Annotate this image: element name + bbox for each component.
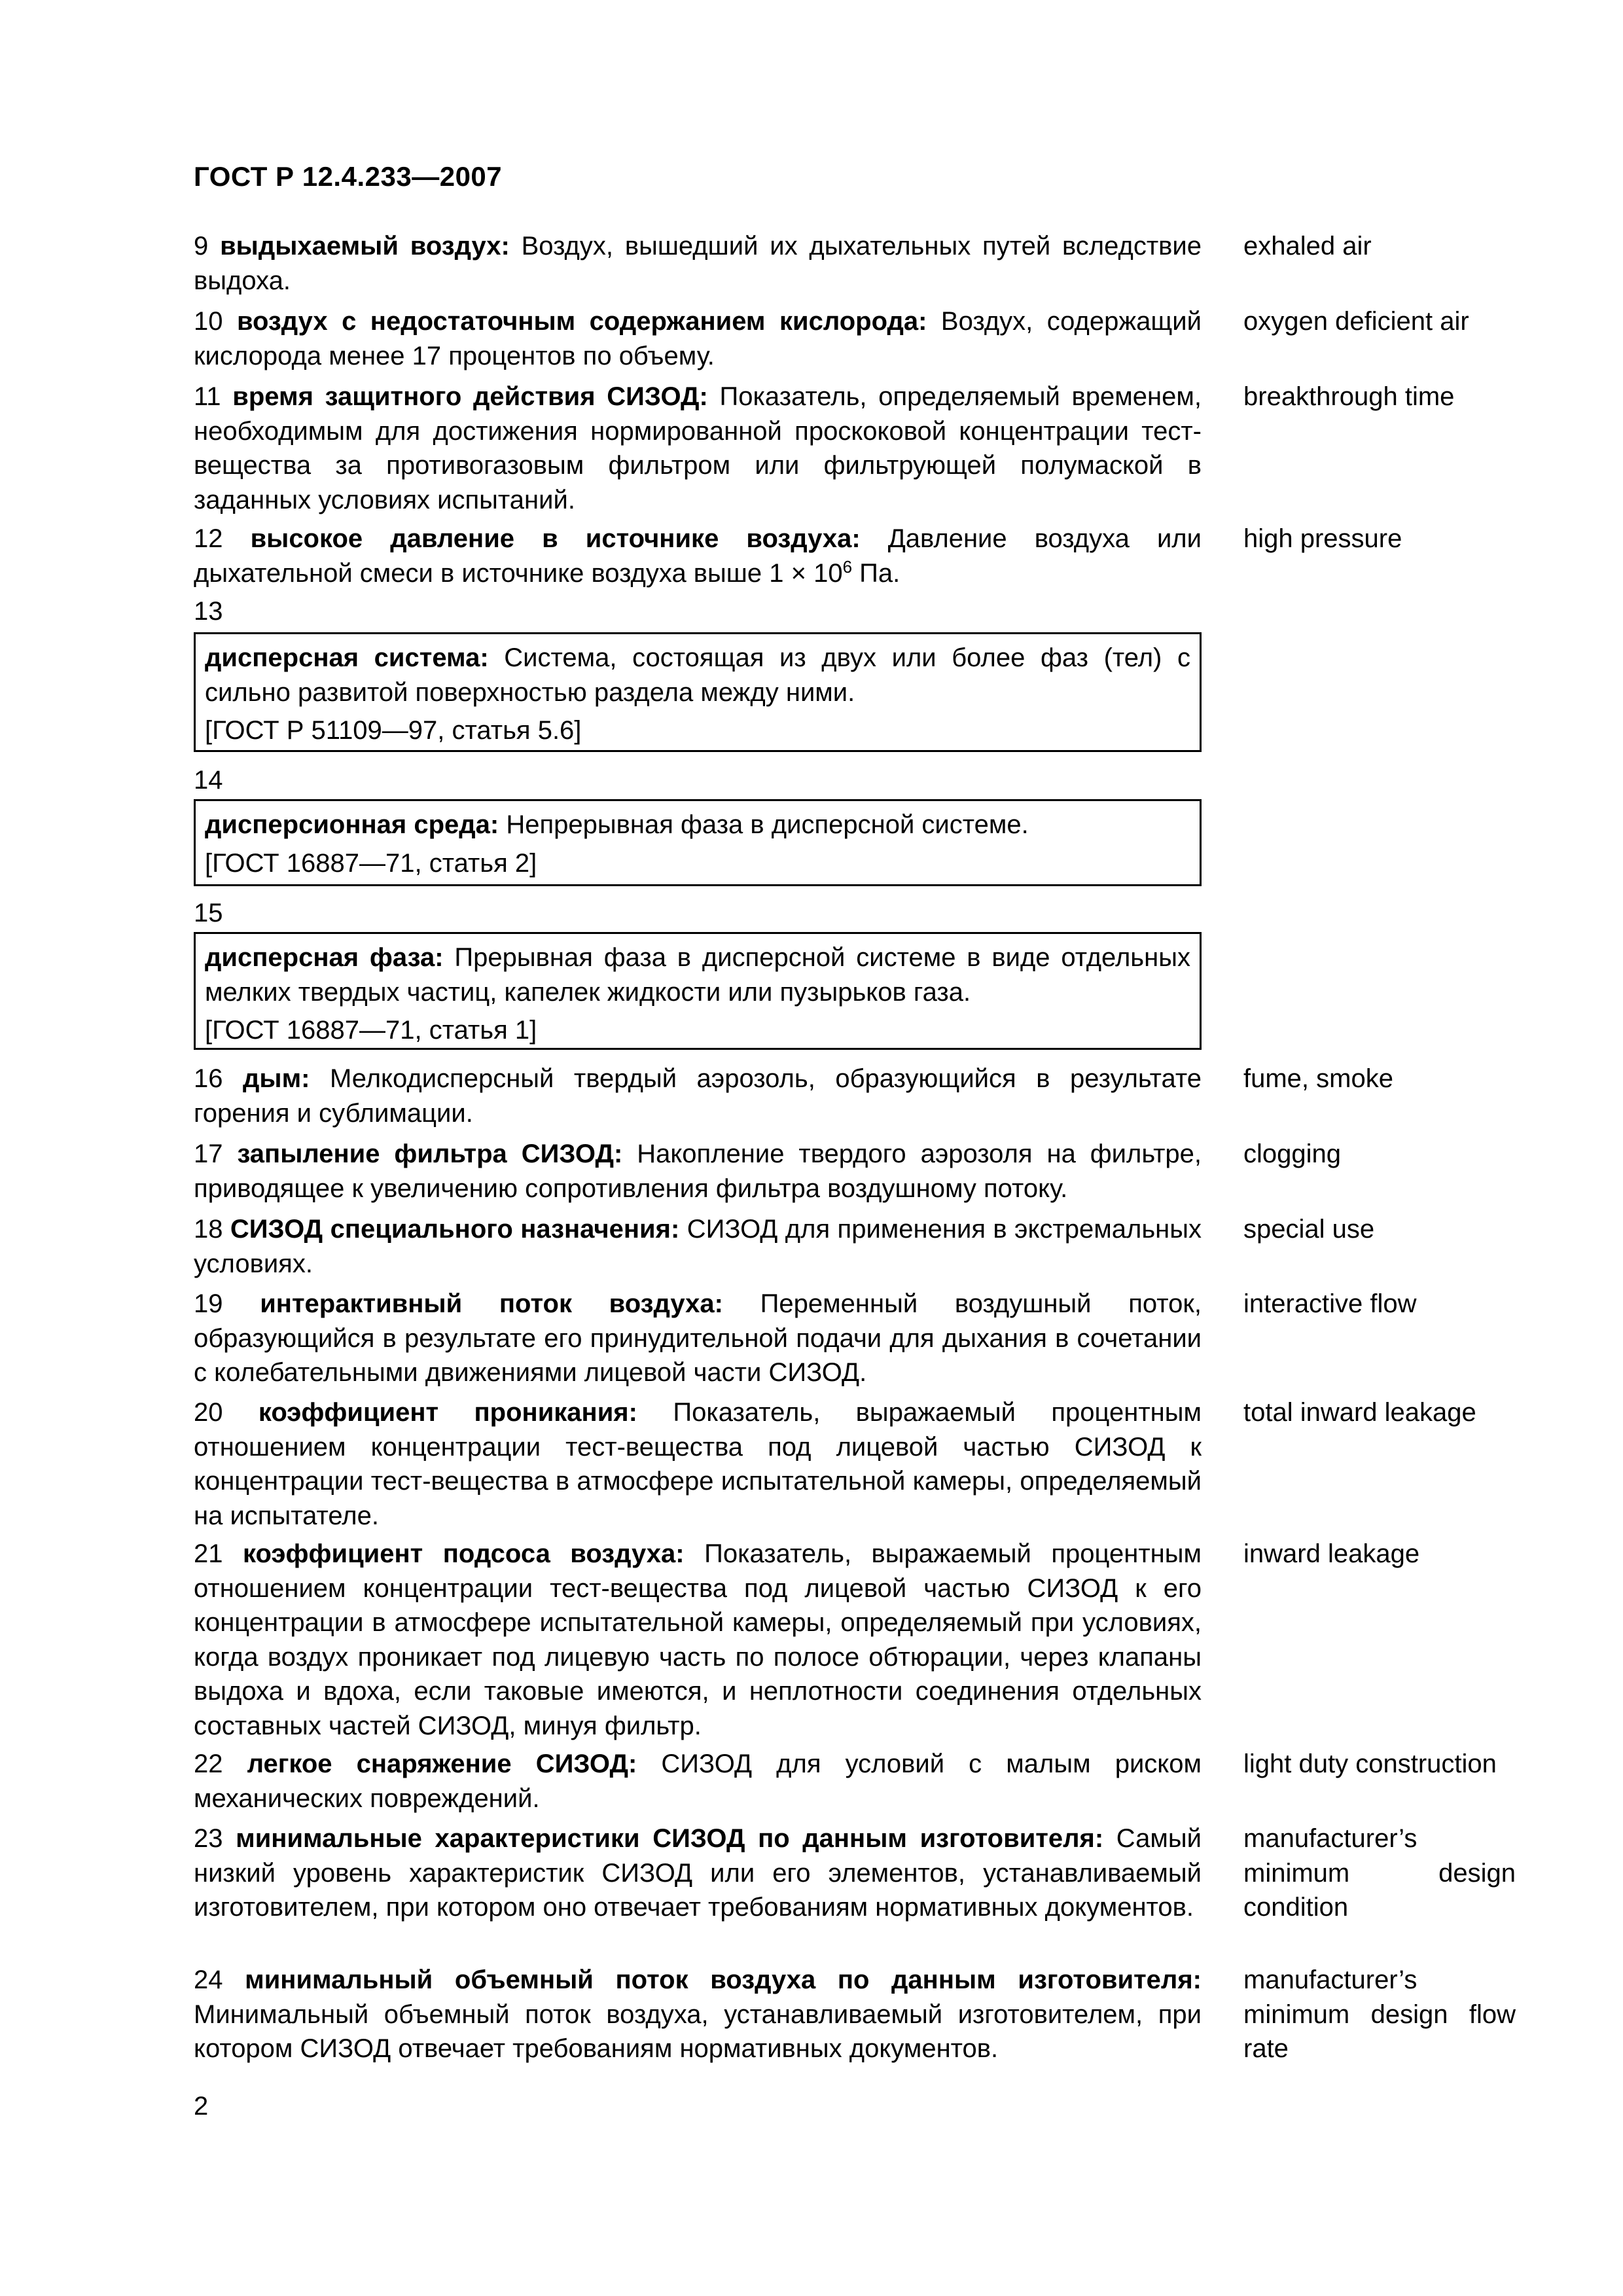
term-name: дисперсная система: (205, 643, 489, 672)
source-reference: [ГОСТ Р 51109—97, статья 5.6] (205, 716, 582, 745)
term-number-15: 15 (194, 899, 223, 927)
page-number: 2 (194, 2092, 209, 2121)
term-definition: 16 дым: Мелкодисперсный твердый аэрозоль, образующийся в результате горения и сублимации. (194, 1064, 1202, 1128)
term-definition: 9 выдыхаемый воздух: Воздух, вышедший их дыхательных путей вследствие выдоха. (194, 232, 1202, 295)
term-name: коэффициент проникания: (258, 1398, 637, 1427)
term-name: интерактивный поток воздуха: (260, 1289, 723, 1318)
term-name: легкое снаряжение СИЗОД: (247, 1749, 637, 1778)
term-english: clogging (1243, 1139, 1342, 1168)
term-name: коэффициент подсоса воздуха: (243, 1539, 685, 1568)
term-definition: дисперсная фаза: Прерывная фаза в дисперсной системе в виде отдельных мелких твердых частиц, капелек жидкости или пузырьков газа. (205, 943, 1190, 1007)
term-number-14: 14 (194, 766, 223, 795)
term-name: дисперсионная среда: (205, 810, 499, 839)
boxed-term-14 (194, 799, 1202, 886)
term-definition: 17 запыление фильтра СИЗОД: Накопление твердого аэрозоля на фильтре, приводящее к увеличению сопротивления фильтра воздушному потоку. (194, 1139, 1202, 1203)
term-name: время защитного действия СИЗОД: (232, 382, 708, 411)
term-definition: 11 время защитного действия СИЗОД: Показатель, определяемый временем, необходимым для достижения нормированной проскоковой концентрации тест-вещества за противогазовым фильтром или фильтрующей полумаской в заданных условиях испытаний. (194, 382, 1202, 514)
term-definition: 24 минимальный объемный поток воздуха по данным изготовителя: Минимальный объемный поток воздуха, устанавливаемый изготовителем, при котором СИЗОД отвечает требованиям нормативных документов. (194, 1965, 1202, 2063)
term-english: oxygen deficient air (1243, 307, 1469, 336)
term-definition: дисперсионная среда: Непрерывная фаза в дисперсной системе. (205, 810, 1029, 839)
term-english: manufacturer’s minimum design condition (1243, 1824, 1516, 1922)
boxed-term-13 (194, 632, 1202, 752)
source-reference: [ГОСТ 16887—71, статья 2] (205, 848, 537, 878)
term-definition: 19 интерактивный поток воздуха: Переменный воздушный поток, образующийся в результате его принудительной подачи для дыхания в сочетании с колебательными движениями лицевой части СИЗОД. (194, 1289, 1202, 1387)
term-definition: 20 коэффициент проникания: Показатель, выражаемый процентным отношением концентрации тест-вещества под лицевой частью СИЗОД к концентрации тест-вещества в атмосфере испытательной камеры, определяемый на испытателе. (194, 1398, 1202, 1530)
term-english: interactive flow (1243, 1289, 1417, 1318)
term-english: fume, smoke (1243, 1064, 1393, 1093)
term-name: СИЗОД специального назначения: (230, 1215, 680, 1244)
term-definition: 10 воздух с недостаточным содержанием кислорода: Воздух, содержащий кислорода менее 17 процентов по объему. (194, 307, 1202, 370)
term-english: light duty construction (1243, 1749, 1497, 1778)
term-name: дисперсная фаза: (205, 943, 444, 972)
term-definition: 21 коэффициент подсоса воздуха: Показатель, выражаемый процентным отношением концентрации тест-вещества под лицевой частью СИЗОД к его концентрации в атмосфере испытательной камеры, определяемый при условиях, когда воздух проникает под лицевую часть по полосе обтюрации, через клапаны выдоха и вдоха, если таковые имеются, и неплотности соединения отдельных составных частей СИЗОД, минуя фильтр. (194, 1539, 1202, 1740)
term-english: total inward leakage (1243, 1398, 1476, 1427)
term-english: exhaled air (1243, 232, 1372, 260)
term-name: минимальные характеристики СИЗОД по данным изготовителя: (236, 1824, 1104, 1853)
term-number-13: 13 (194, 597, 223, 626)
term-definition: 12 высокое давление в источнике воздуха: Давление воздуха или дыхательной смеси в источнике воздуха выше $1 \times 10^6$ Па. (194, 524, 1202, 588)
term-definition: 18 СИЗОД специального назначения: СИЗОД для применения в экстремальных условиях. (194, 1215, 1202, 1278)
document-header: ГОСТ Р 12.4.233—2007 (194, 161, 503, 192)
boxed-term-15 (194, 932, 1202, 1050)
term-english: high pressure (1243, 524, 1402, 553)
term-name: запыление фильтра СИЗОД: (237, 1139, 623, 1168)
term-definition: дисперсная система: Система, состоящая из двух или более фаз (тел) с сильно развитой поверхностью раздела между ними. (205, 643, 1190, 707)
term-definition: 22 легкое снаряжение СИЗОД: СИЗОД для условий с малым риском механических повреждений. (194, 1749, 1202, 1813)
term-name: минимальный объемный поток воздуха по данным изготовителя: (245, 1965, 1202, 1994)
term-english: special use (1243, 1215, 1375, 1244)
term-name: высокое давление в источнике воздуха: (250, 524, 861, 553)
term-english: breakthrough time (1243, 382, 1455, 411)
term-name: воздух с недостаточным содержанием кислорода: (236, 307, 927, 336)
term-name: дым: (243, 1064, 310, 1093)
term-name: выдыхаемый воздух: (220, 232, 510, 260)
term-english: inward leakage (1243, 1539, 1420, 1568)
term-definition: 23 минимальные характеристики СИЗОД по данным изготовителя: Самый низкий уровень характеристик СИЗОД или его элементов, устанавливаемый изготовителем, при котором оно отвечает требованиям нормативных документов. (194, 1824, 1202, 1922)
source-reference: [ГОСТ 16887—71, статья 1] (205, 1016, 537, 1045)
term-english: manufacturer’s minimum design flow rate (1243, 1965, 1516, 2063)
